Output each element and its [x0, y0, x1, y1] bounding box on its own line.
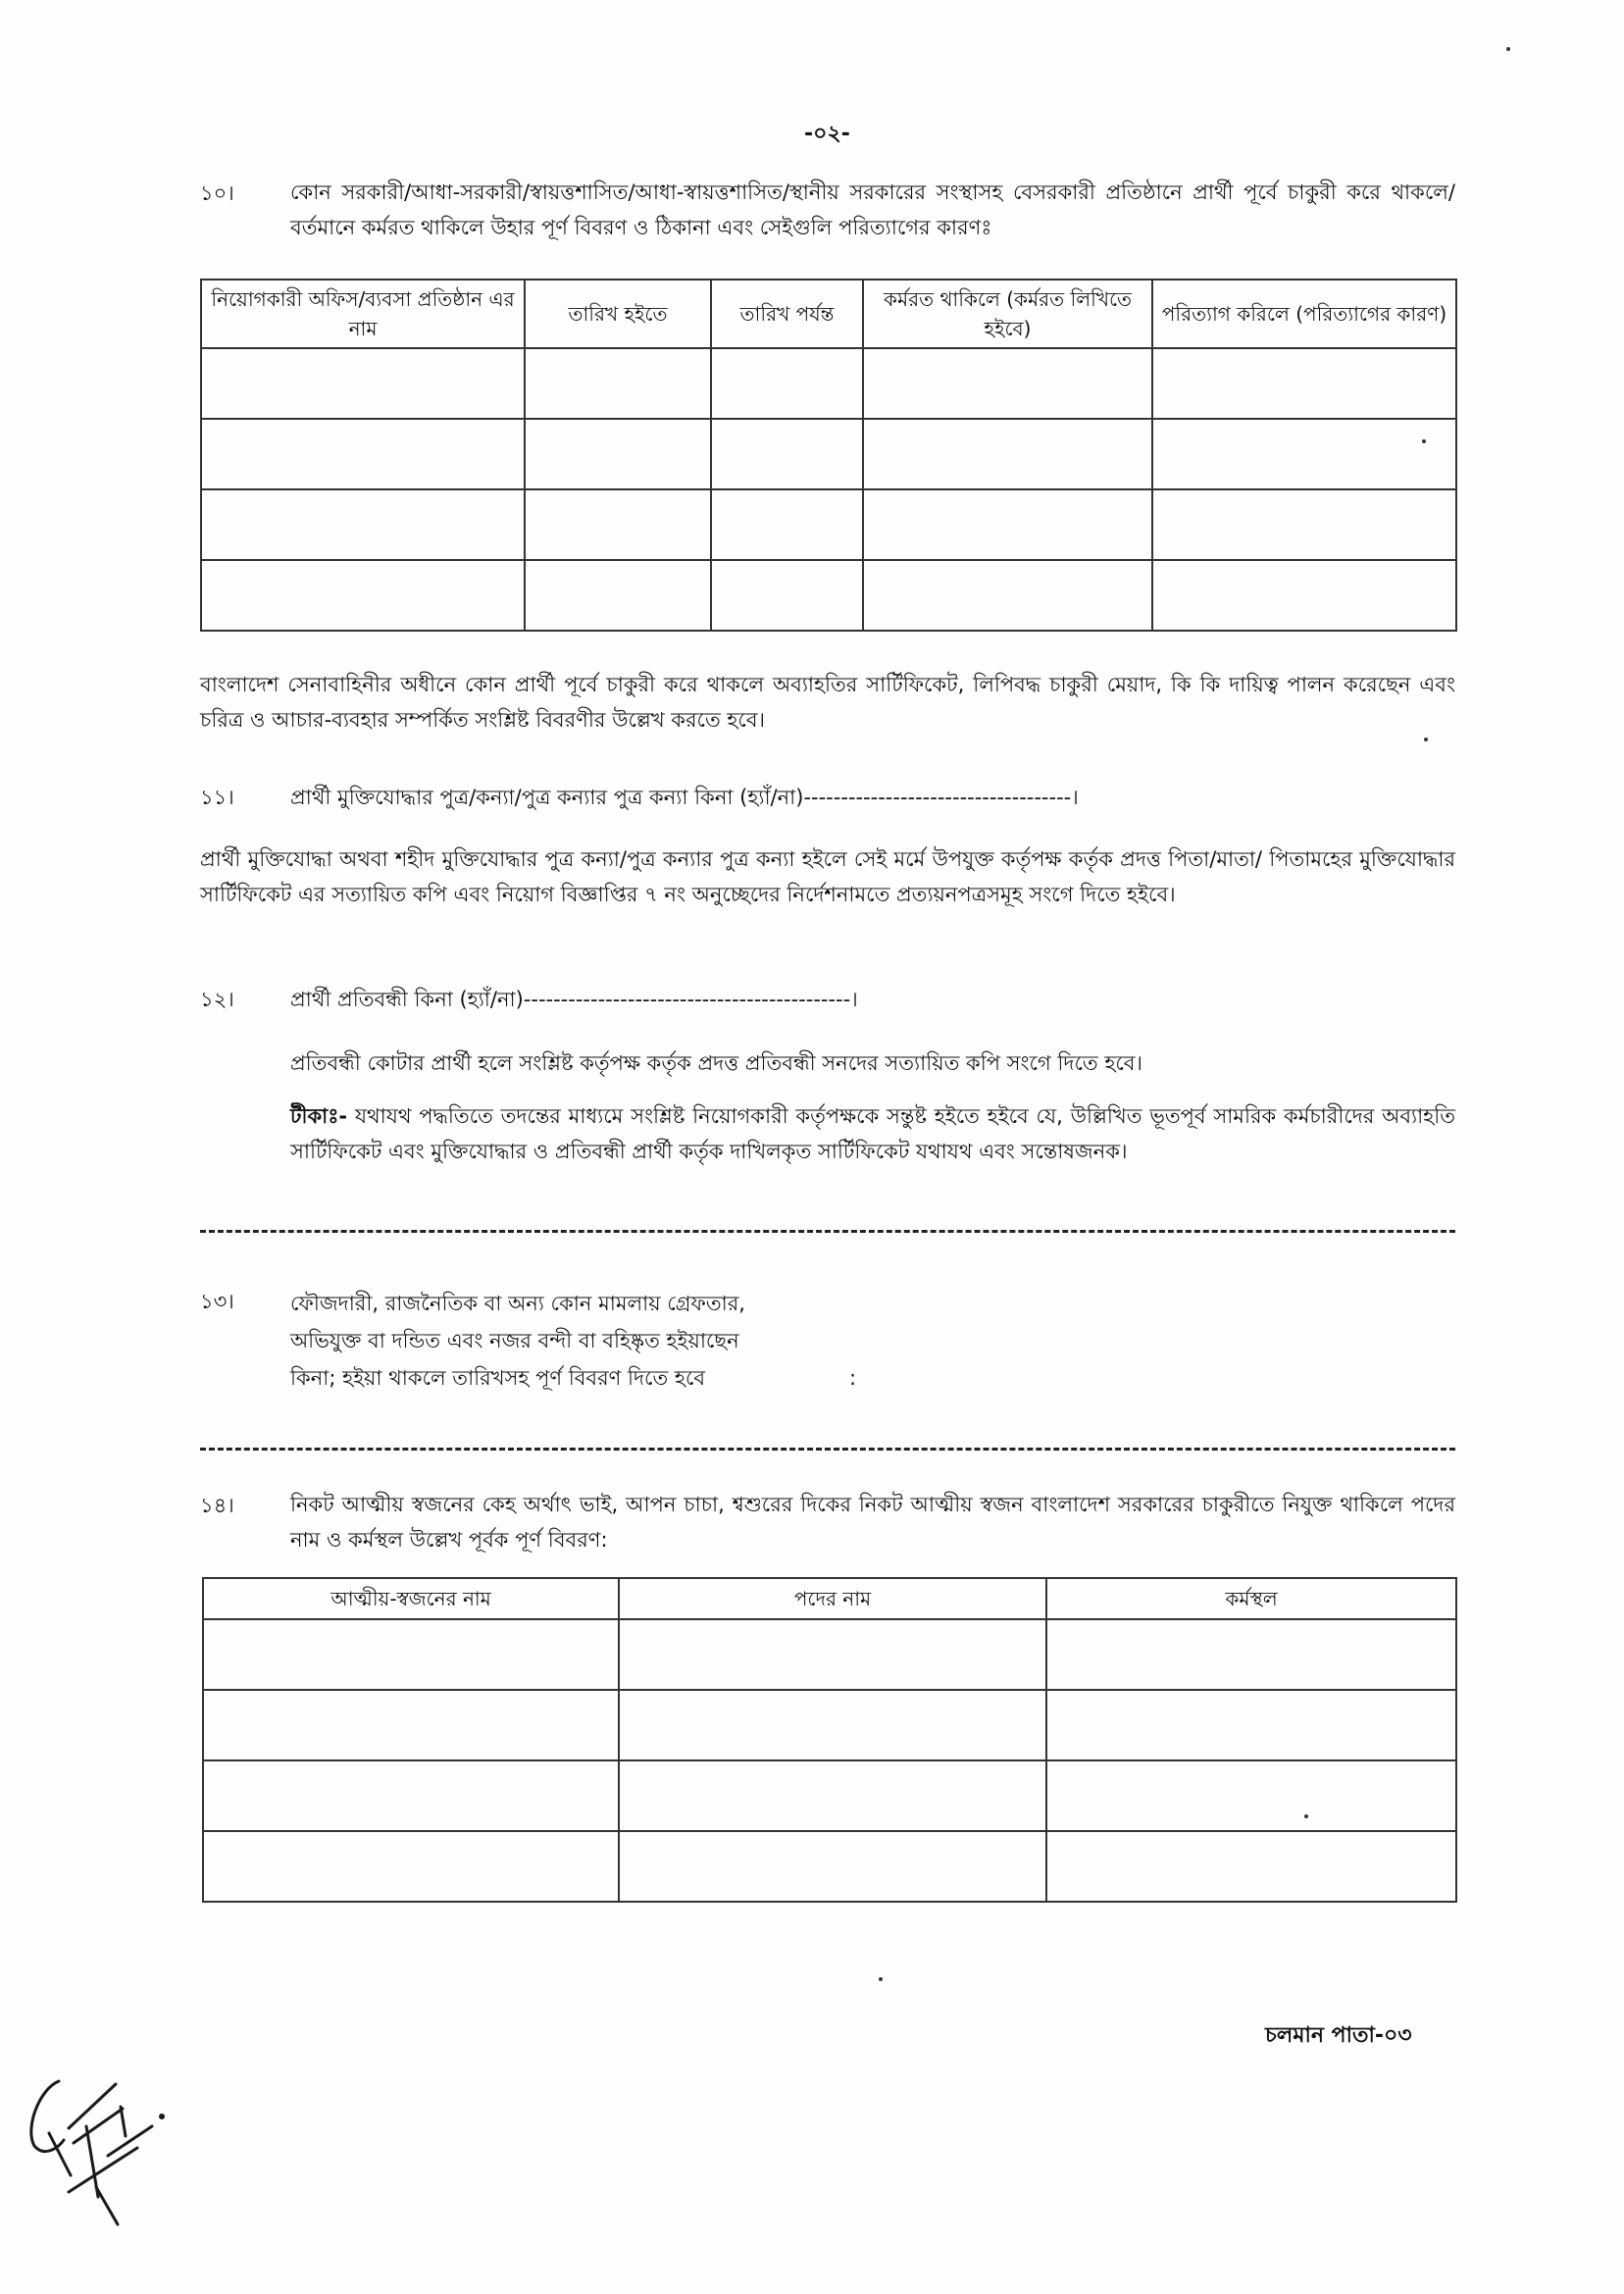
- table-header-row: [203, 1578, 1456, 1619]
- table-row: [203, 1831, 1456, 1902]
- header-if-employed: কর্মরত থাকিলে (কর্মরত লিখিতে হইবে): [863, 280, 1152, 348]
- table-cell[interactable]: [201, 348, 525, 419]
- table-cell[interactable]: [1046, 1619, 1456, 1690]
- table-header-row: [201, 280, 1456, 348]
- table-row: [201, 489, 1456, 560]
- section-13-line-2: অভিযুক্ত বা দন্ডিত এবং নজর বন্দী বা বহিষ্কৃত হইয়াছেন: [290, 1329, 739, 1352]
- remark-text: যথাযথ পদ্ধতিতে তদন্তের মাধ্যমে সংশ্লিষ্ট নিয়োগকারী কর্তৃপক্ষকে সন্তুষ্ট হইতে হইবে যে, উল্লিখিত ভূতপূর্ব সামরিক কর্মচারীদের অব্যাহতি সার্টিফিকেট এবং মুক্তিযোদ্ধার ও প্রতিবন্ধী প্রার্থী কর্তৃক দাখিলকৃত সার্টিফিকেট যথাযথ এবং সন্তোষজনক।: [290, 1104, 1455, 1163]
- table-cell[interactable]: [711, 489, 863, 560]
- table-row: [203, 1690, 1456, 1760]
- table-cell[interactable]: [1152, 348, 1456, 419]
- army-service-note: বাংলাদেশ সেনাবাহিনীর অধীনে কোন প্রার্থী পূর্বে চাকুরী করে থাকলে অব্যাহতির সার্টিফিকেট, লিপিবদ্ধ চাকুরী মেয়াদ, কি কি দায়িত্ব পালন করেছেন এবং চরিত্র ও আচার-ব্যবহার সম্পর্কিত সংশ্লিষ্ট বিবরণীর উল্লেখ করতে হবে।: [200, 673, 1455, 732]
- section-divider: [200, 1448, 1455, 1451]
- table-cell[interactable]: [711, 348, 863, 419]
- scan-speck: [1422, 439, 1426, 443]
- header-employer-name: নিয়োগকারী অফিস/ব্যবসা প্রতিষ্ঠান এর নাম: [201, 280, 525, 348]
- section-14-number: ১৪।: [200, 1494, 234, 1517]
- table-cell[interactable]: [1046, 1690, 1456, 1760]
- page-number: -০২-: [804, 122, 850, 146]
- scan-speck: [879, 1977, 883, 1981]
- table-row: [201, 419, 1456, 489]
- section-11-note: প্রার্থী মুক্তিযোদ্ধা অথবা শহীদ মুক্তিযোদ্ধার পুত্র কন্যা/পুত্র কন্যার পুত্র কন্যা হইলে সেই মর্মে উপযুক্ত কর্তৃপক্ষ কর্তৃক প্রদত্ত পিতা/মাতা/ পিতামহের মুক্তিযোদ্ধার সার্টিফিকেট এর সত্যায়িত কপি এবং নিয়োগ বিজ্ঞাপ্তির ৭ নং অনুচ্ছেদের নির্দেশনামতে প্রত্যয়নপত্রসমূহ সংগে দিতে হইবে।: [200, 847, 1455, 906]
- table-cell[interactable]: [203, 1619, 619, 1690]
- table-cell[interactable]: [525, 489, 711, 560]
- table-cell[interactable]: [1152, 419, 1456, 489]
- section-12-question: প্রার্থী প্রতিবন্ধী কিনা (হ্যাঁ/না): [290, 988, 524, 1011]
- table-cell[interactable]: [619, 1619, 1046, 1690]
- table-cell[interactable]: [525, 419, 711, 489]
- section-12-answer-blank[interactable]: --------------------------------------------।: [523, 988, 858, 1011]
- section-12-question-line: [290, 983, 858, 1016]
- table-cell[interactable]: [201, 489, 525, 560]
- table-cell[interactable]: [711, 560, 863, 631]
- table-cell[interactable]: [525, 560, 711, 631]
- section-12-note: প্রতিবন্ধী কোটার প্রার্থী হলে সংশ্লিষ্ট কর্তৃপক্ষ কর্তৃক প্রদত্ত প্রতিবন্ধী সনদের সত্যায়িত কপি সংগে দিতে হবে।: [290, 1051, 1143, 1075]
- table-cell[interactable]: [863, 348, 1152, 419]
- table-cell[interactable]: [201, 560, 525, 631]
- table-row: [201, 560, 1456, 631]
- employment-history-table: [200, 279, 1457, 632]
- section-11-question: প্রার্থী মুক্তিযোদ্ধার পুত্র/কন্যা/পুত্র কন্যার পুত্র কন্যা কিনা (হ্যাঁ/না): [290, 786, 804, 809]
- table-cell[interactable]: [711, 419, 863, 489]
- section-12-number: ১২।: [200, 988, 234, 1011]
- table-cell[interactable]: [863, 560, 1152, 631]
- table-cell[interactable]: [863, 419, 1152, 489]
- table-cell[interactable]: [1046, 1831, 1456, 1902]
- table-cell[interactable]: [525, 348, 711, 419]
- table-cell[interactable]: [203, 1690, 619, 1760]
- section-11-number: ১১।: [200, 786, 234, 809]
- table-cell[interactable]: [619, 1760, 1046, 1831]
- header-if-resigned: পরিত্যাগ করিলে (পরিত্যাগের কারণ): [1152, 280, 1456, 348]
- table-cell[interactable]: [201, 419, 525, 489]
- table-cell[interactable]: [203, 1831, 619, 1902]
- scan-speck: [1506, 47, 1510, 51]
- section-13-number: ১৩।: [200, 1290, 234, 1313]
- header-relative-name: আত্মীয়-স্বজনের নাম: [203, 1578, 619, 1619]
- section-11-question-line: [290, 781, 1079, 814]
- scan-speck: [1304, 1814, 1308, 1818]
- continued-page-label: চলমান পাতা-০৩: [1265, 2023, 1412, 2048]
- section-11-answer-blank[interactable]: ------------------------------------।: [803, 786, 1079, 809]
- signature-icon: [10, 2050, 206, 2226]
- table-cell[interactable]: [619, 1831, 1046, 1902]
- table-cell[interactable]: [1152, 489, 1456, 560]
- section-divider: [200, 1230, 1455, 1233]
- table-cell[interactable]: [1152, 560, 1456, 631]
- table-cell[interactable]: [203, 1760, 619, 1831]
- table-row: [201, 348, 1456, 419]
- section-12-remark: [290, 1098, 1455, 1169]
- section-13-colon: :: [849, 1366, 857, 1390]
- section-13-line-1: ফৌজদারী, রাজনৈতিক বা অন্য কোন মামলায় গ্রেফতার,: [290, 1292, 745, 1315]
- scan-speck: [1424, 738, 1428, 741]
- table-row: [203, 1760, 1456, 1831]
- table-cell[interactable]: [1046, 1760, 1456, 1831]
- header-workplace: কর্মস্থল: [1046, 1578, 1456, 1619]
- table-row: [203, 1619, 1456, 1690]
- section-10-number: ১০।: [200, 181, 234, 205]
- relatives-table: [202, 1577, 1457, 1903]
- remark-label: টীকাঃ-: [290, 1104, 348, 1128]
- section-14-text: নিকট আত্মীয় স্বজনের কেহ অর্থাৎ ভাই, আপন চাচা, শ্বশুরের দিকের নিকট আত্মীয় স্বজন বাংলাদেশ সরকারের চাকুরীতে নিযুক্ত থাকিলে পদের নাম ও কর্মস্থল উল্লেখ পূর্বক পূর্ণ বিবরণ:: [290, 1493, 1455, 1552]
- table-cell[interactable]: [619, 1690, 1046, 1760]
- table-cell[interactable]: [863, 489, 1152, 560]
- header-date-from: তারিখ হইতে: [525, 280, 711, 348]
- header-date-to: তারিখ পর্যন্ত: [711, 280, 863, 348]
- section-10-text: কোন সরকারী/আধা-সরকারী/স্বায়ত্তশাসিত/আধা-স্বায়ত্তশাসিত/স্থানীয় সরকারের সংস্থাসহ বেসরকারী প্রতিষ্ঠানে প্রার্থী পূর্বে চাকুরী করে থাকলে/বর্তমানে কর্মরত থাকিলে উহার পূর্ণ বিবরণ ও ঠিকানা এবং সেইগুলি পরিত্যাগের কারণঃ: [290, 180, 1455, 239]
- section-13-line-3: কিনা; হইয়া থাকলে তারিখসহ পূর্ণ বিবরণ দিতে হবে: [290, 1366, 706, 1390]
- header-post-name: পদের নাম: [619, 1578, 1046, 1619]
